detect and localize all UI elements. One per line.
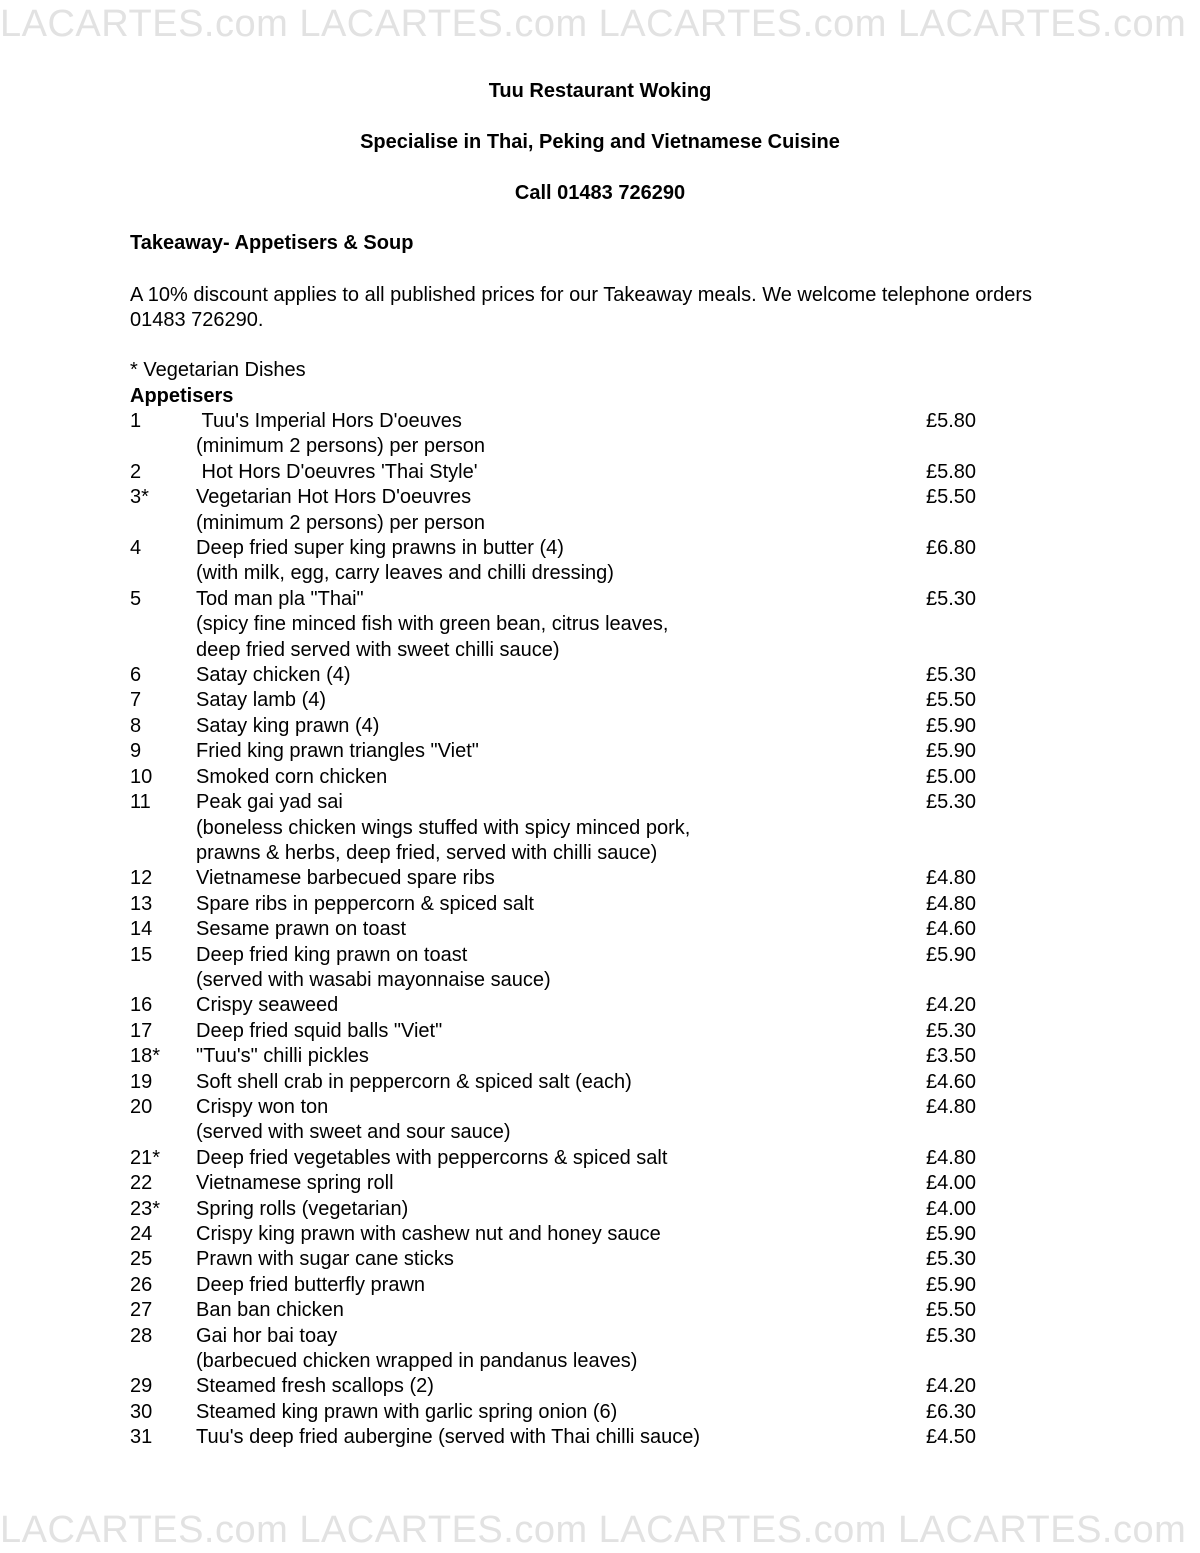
item-price: £4.80 [926,867,977,890]
item-name: Prawn with sugar cane sticks [196,1248,454,1271]
item-name: Vietnamese spring roll [196,1172,394,1195]
restaurant-name: Tuu Restaurant Woking [488,80,712,102]
item-description [196,1400,926,1425]
menu-item [130,1425,1030,1450]
menu-item [130,714,1030,739]
item-price: £5.80 [926,460,977,483]
menu-item [130,1197,1030,1222]
item-number: 19 [130,1070,153,1093]
item-note: (with milk, egg, carry leaves and chilli dressing) [196,562,614,585]
appetisers-heading: Appetisers [130,385,234,407]
item-description [196,587,926,663]
item-note: (spicy fine minced fish with green bean, citrus leaves, [196,613,669,636]
menu-item [130,993,1030,1018]
item-name: Deep fried super king prawns in butter (4) [196,537,564,560]
item-description [196,663,926,688]
item-number: 31 [130,1426,153,1449]
item-name: Gai hor bai toay [196,1324,338,1347]
phone-line: Call 01483 726290 [514,182,686,204]
item-price: £3.50 [926,1045,977,1068]
item-description [196,1273,926,1298]
item-price: £5.90 [926,714,977,737]
item-name: Spring rolls (vegetarian) [196,1197,409,1220]
menu-item [130,536,1030,587]
item-number: 26 [130,1273,153,1296]
item-description [196,1019,926,1044]
item-note: (boneless chicken wings stuffed with spicy minced pork, [196,816,691,839]
item-price: £5.30 [926,1248,977,1271]
item-number: 25 [130,1248,153,1271]
menu-item [130,1171,1030,1196]
item-number: 8 [130,714,142,737]
item-price: £6.80 [926,537,977,560]
menu-item [130,1146,1030,1171]
item-description [196,993,926,1018]
item-number: 18* [130,1045,161,1068]
discount-notice: A 10% discount applies to all published prices for our Takeaway meals. We welcome telephone orders 01483 726290. [130,284,1032,332]
item-number: 29 [130,1375,153,1398]
item-description [196,1146,926,1171]
item-number: 12 [130,867,153,890]
menu-item [130,1095,1030,1146]
item-price: £4.50 [926,1426,977,1449]
item-price: £5.90 [926,1273,977,1296]
item-price: £5.90 [926,740,977,763]
item-description [196,1070,926,1095]
item-number: 3* [130,486,149,509]
watermark-top: LACARTES.com LACARTES.com LACARTES.com LACARTES.com [0,3,1187,45]
item-note: deep fried served with sweet chilli sauce) [196,638,560,661]
item-description [196,765,926,790]
item-number: 14 [130,918,153,941]
item-name: Tod man pla "Thai" [196,587,364,610]
item-number: 24 [130,1223,153,1245]
item-description [196,460,926,485]
item-name: Smoked corn chicken [196,765,388,788]
item-description [196,1324,926,1375]
item-price: £5.30 [926,664,977,687]
item-price: £5.00 [926,765,977,788]
menu-item [130,1298,1030,1323]
item-price: £4.60 [926,918,977,941]
menu-item [130,1400,1030,1425]
menu-item [130,1247,1030,1272]
menu-item [130,790,1030,866]
item-description [196,714,926,739]
menu-item [130,460,1030,485]
item-number: 21* [130,1146,161,1169]
item-price: £5.30 [926,1019,977,1042]
menu-item [130,765,1030,790]
item-number: 15 [130,943,153,966]
menu-item [130,1222,1030,1247]
item-price: £4.00 [926,1172,977,1195]
menu-item [130,409,1030,460]
item-number: 11 [130,791,151,814]
menu-list [130,409,1030,1451]
menu-item [130,943,1030,994]
item-number: 2 [130,460,142,483]
item-name: Soft shell crab in peppercorn & spiced salt (each) [196,1070,632,1093]
menu-item [130,688,1030,713]
menu-item [130,866,1030,891]
item-description [196,866,926,891]
item-description [196,409,926,460]
item-price: £4.20 [926,994,977,1017]
item-price: £4.80 [926,892,977,915]
item-price: £5.80 [926,410,977,432]
item-number: 10 [130,765,153,788]
item-price: £5.30 [926,791,977,814]
item-note: (minimum 2 persons) per person [196,435,485,458]
item-price: £4.20 [926,1375,977,1398]
item-name: "Tuu's" chilli pickles [196,1045,369,1068]
item-price: £6.30 [926,1400,977,1423]
item-name: Vegetarian Hot Hors D'oeuvres [196,486,472,509]
item-name: Crispy seaweed [196,994,339,1017]
item-name: Steamed fresh scallops (2) [196,1375,434,1398]
item-number: 13 [130,892,153,915]
item-name: Satay king prawn (4) [196,714,380,737]
item-number: 6 [130,664,142,687]
item-name: Deep fried king prawn on toast [196,943,468,966]
item-name: Satay lamb (4) [196,689,327,712]
item-description [196,1247,926,1272]
item-name: Deep fried butterfly prawn [196,1273,426,1296]
item-description [196,1222,926,1247]
item-number: 27 [130,1299,153,1322]
item-description [196,790,926,866]
item-description [196,485,926,536]
item-price: £5.50 [926,486,977,509]
menu-item [130,917,1030,942]
menu-item [130,1374,1030,1399]
item-description [196,739,926,764]
item-description [196,1197,926,1222]
menu-item [130,663,1030,688]
item-name: Hot Hors D'oeuvres 'Thai Style' [196,460,478,483]
item-description [196,943,926,994]
item-note: (barbecued chicken wrapped in pandanus leaves) [196,1350,638,1373]
item-number: 9 [130,740,142,763]
menu-item [130,1324,1030,1375]
item-note: (minimum 2 persons) per person [196,511,485,534]
item-price: £5.30 [926,1324,977,1347]
item-description [196,536,926,587]
item-price: £4.60 [926,1070,977,1093]
item-description [196,688,926,713]
item-name: Tuu's deep fried aubergine (served with Thai chilli sauce) [196,1426,701,1449]
item-note: (served with sweet and sour sauce) [196,1121,511,1144]
item-number: 20 [130,1095,153,1118]
item-number: 30 [130,1400,153,1423]
section-title: Takeaway- Appetisers & Soup [130,232,414,254]
item-name: Crispy won ton [196,1095,329,1118]
item-name: Crispy king prawn with cashew nut and honey sauce [196,1223,661,1245]
item-number: 22 [130,1172,153,1195]
item-price: £5.50 [926,689,977,712]
item-name: Vietnamese barbecued spare ribs [196,867,495,890]
item-price: £4.80 [926,1095,977,1118]
item-description [196,1171,926,1196]
item-description [196,1425,926,1450]
item-name: Tuu's Imperial Hors D'oeuves [196,410,462,432]
item-name: Satay chicken (4) [196,664,351,687]
menu-item [130,1044,1030,1069]
item-price: £5.50 [926,1299,977,1322]
item-description [196,1298,926,1323]
item-description [196,917,926,942]
item-note: prawns & herbs, deep fried, served with chilli sauce) [196,841,658,864]
item-number: 17 [130,1019,153,1042]
item-number: 1 [130,410,142,432]
item-number: 7 [130,689,142,712]
item-price: £4.80 [926,1146,977,1169]
item-price: £5.90 [926,1223,977,1245]
item-number: 16 [130,994,153,1017]
item-description [196,1095,926,1146]
cuisine-tagline: Specialise in Thai, Peking and Vietnamese Cuisine [360,131,840,153]
item-price: £4.00 [926,1197,977,1220]
item-name: Deep fried vegetables with peppercorns & spiced salt [196,1146,668,1169]
item-name: Peak gai yad sai [196,791,343,814]
item-name: Steamed king prawn with garlic spring onion (6) [196,1400,618,1423]
menu-item [130,1273,1030,1298]
menu-item [130,739,1030,764]
menu-item [130,1070,1030,1095]
item-number: 28 [130,1324,153,1347]
menu-item [130,485,1030,536]
item-price: £5.30 [926,587,977,610]
item-number: 5 [130,587,142,610]
item-description [196,1044,926,1069]
item-note: (served with wasabi mayonnaise sauce) [196,968,551,991]
item-name: Ban ban chicken [196,1299,344,1322]
menu-item [130,1019,1030,1044]
vegetarian-note: * Vegetarian Dishes [130,359,306,381]
item-name: Fried king prawn triangles "Viet" [196,740,479,763]
item-name: Sesame prawn on toast [196,918,407,941]
item-name: Deep fried squid balls "Viet" [196,1019,443,1042]
item-number: 23* [130,1197,161,1220]
item-description [196,892,926,917]
menu-item [130,587,1030,663]
item-name: Spare ribs in peppercorn & spiced salt [196,892,534,915]
item-description [196,1374,926,1399]
watermark-bottom: LACARTES.com LACARTES.com LACARTES.com LACARTES.com [0,1509,1187,1551]
menu-item [130,892,1030,917]
item-number: 4 [130,537,142,560]
item-price: £5.90 [926,943,977,966]
